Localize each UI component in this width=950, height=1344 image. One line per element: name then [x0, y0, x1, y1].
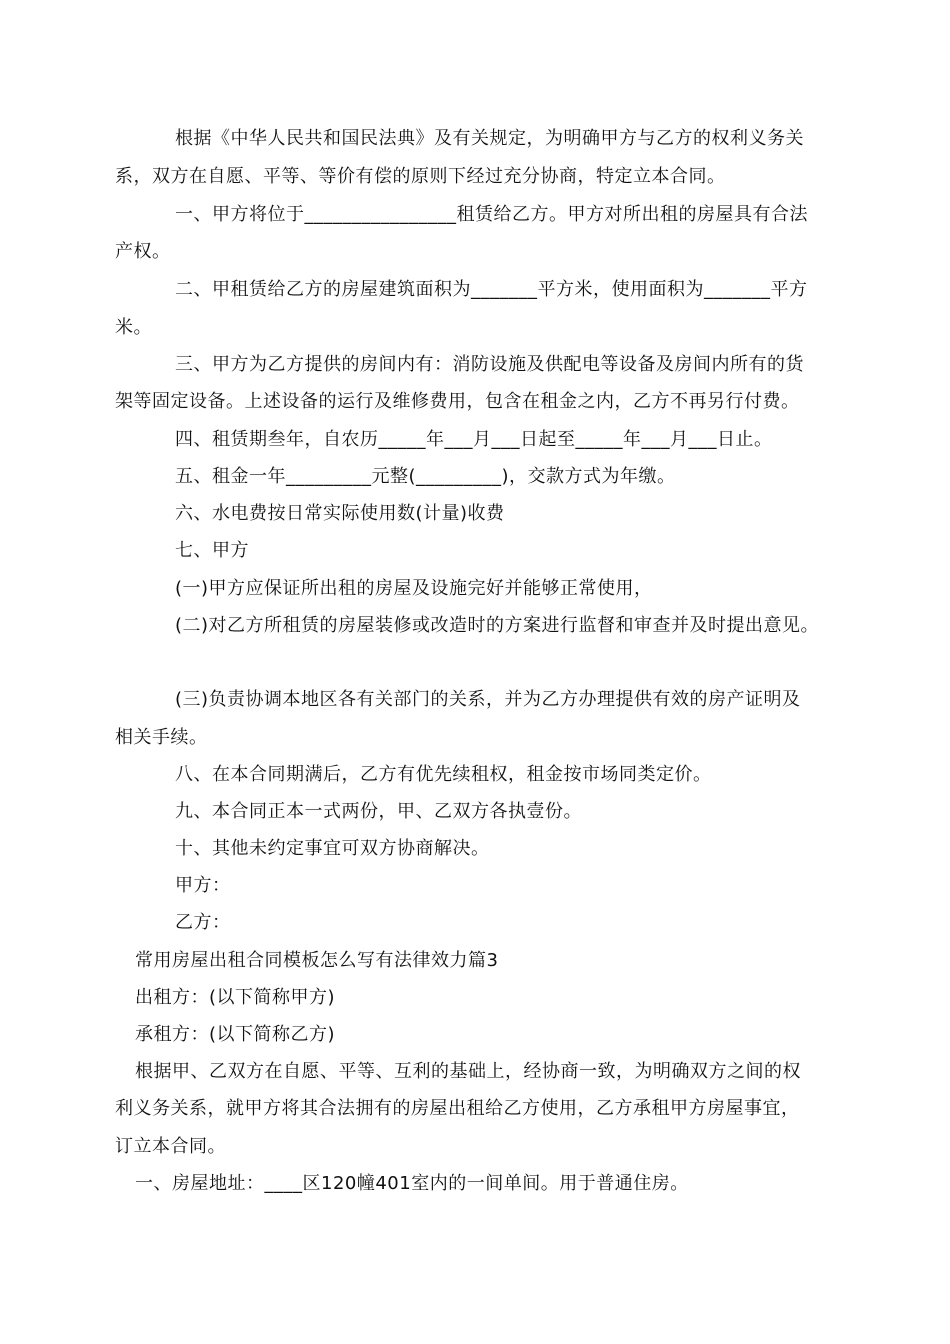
paragraph-line: 九、本合同正本一式两份，甲、乙双方各执壹份。: [175, 801, 582, 822]
paragraph-line: 七、甲方: [175, 540, 249, 561]
paragraph-line: 相关手续。: [115, 727, 208, 748]
paragraph-line: 四、租赁期叁年，自农历_____年___月___日起至_____年___月___日止。: [175, 429, 773, 450]
signature-label-party-a: 甲方：: [175, 875, 231, 896]
paragraph-line: (三)负责协调本地区各有关部门的关系，并为乙方办理提供有效的房产证明及: [175, 689, 801, 710]
paragraph-line: 根据甲、乙双方在自愿、平等、互利的基础上，经协商一致，为明确双方之间的权: [135, 1061, 801, 1082]
paragraph-line: 五、租金一年_________元整(_________)，交款方式为年缴。: [175, 466, 676, 487]
paragraph-line: 架等固定设备。上述设备的运行及维修费用，包含在租金之内，乙方不再另行付费。: [115, 391, 800, 412]
paragraph-line: (二)对乙方所租赁的房屋装修或改造时的方案进行监督和审查并及时提出意见。: [175, 615, 820, 636]
signature-label-party-b: 乙方：: [175, 912, 231, 933]
paragraph-line: 利义务关系，就甲方将其合法拥有的房屋出租给乙方使用，乙方承租甲方房屋事宜，: [115, 1098, 800, 1119]
paragraph-line: 米。: [115, 317, 152, 338]
paragraph-line: 承租方：(以下简称乙方): [135, 1024, 336, 1045]
paragraph-line: 系，双方在自愿、平等、等价有偿的原则下经过充分协商，特定立本合同。: [115, 166, 726, 187]
paragraph-line: 一、甲方将位于________________租赁给乙方。甲方对所出租的房屋具有合法: [175, 204, 808, 225]
paragraph-line: 八、在本合同期满后，乙方有优先续租权，租金按市场同类定价。: [175, 764, 712, 785]
paragraph-line: 十、其他未约定事宜可双方协商解决。: [175, 838, 490, 859]
paragraph-line: 一、房屋地址：____区120幢401室内的一间单间。用于普通住房。: [135, 1173, 689, 1194]
paragraph-line: 出租方：(以下简称甲方): [135, 987, 336, 1008]
paragraph-line: 订立本合同。: [115, 1136, 226, 1157]
paragraph-line: 六、水电费按日常实际使用数(计量)收费: [175, 503, 505, 524]
paragraph-line: 三、甲方为乙方提供的房间内有：消防设施及供配电等设备及房间内所有的货: [175, 354, 804, 375]
paragraph-line: 二、甲租赁给乙方的房屋建筑面积为_______平方米，使用面积为_______平方: [175, 279, 808, 300]
paragraph-line: 根据《中华人民共和国民法典》及有关规定，为明确甲方与乙方的权利义务关: [175, 128, 804, 149]
paragraph-line: (一)甲方应保证所出租的房屋及设施完好并能够正常使用，: [175, 578, 653, 599]
paragraph-line: 产权。: [115, 241, 171, 262]
section-heading: 常用房屋出租合同模板怎么写有法律效力篇3: [135, 950, 499, 971]
